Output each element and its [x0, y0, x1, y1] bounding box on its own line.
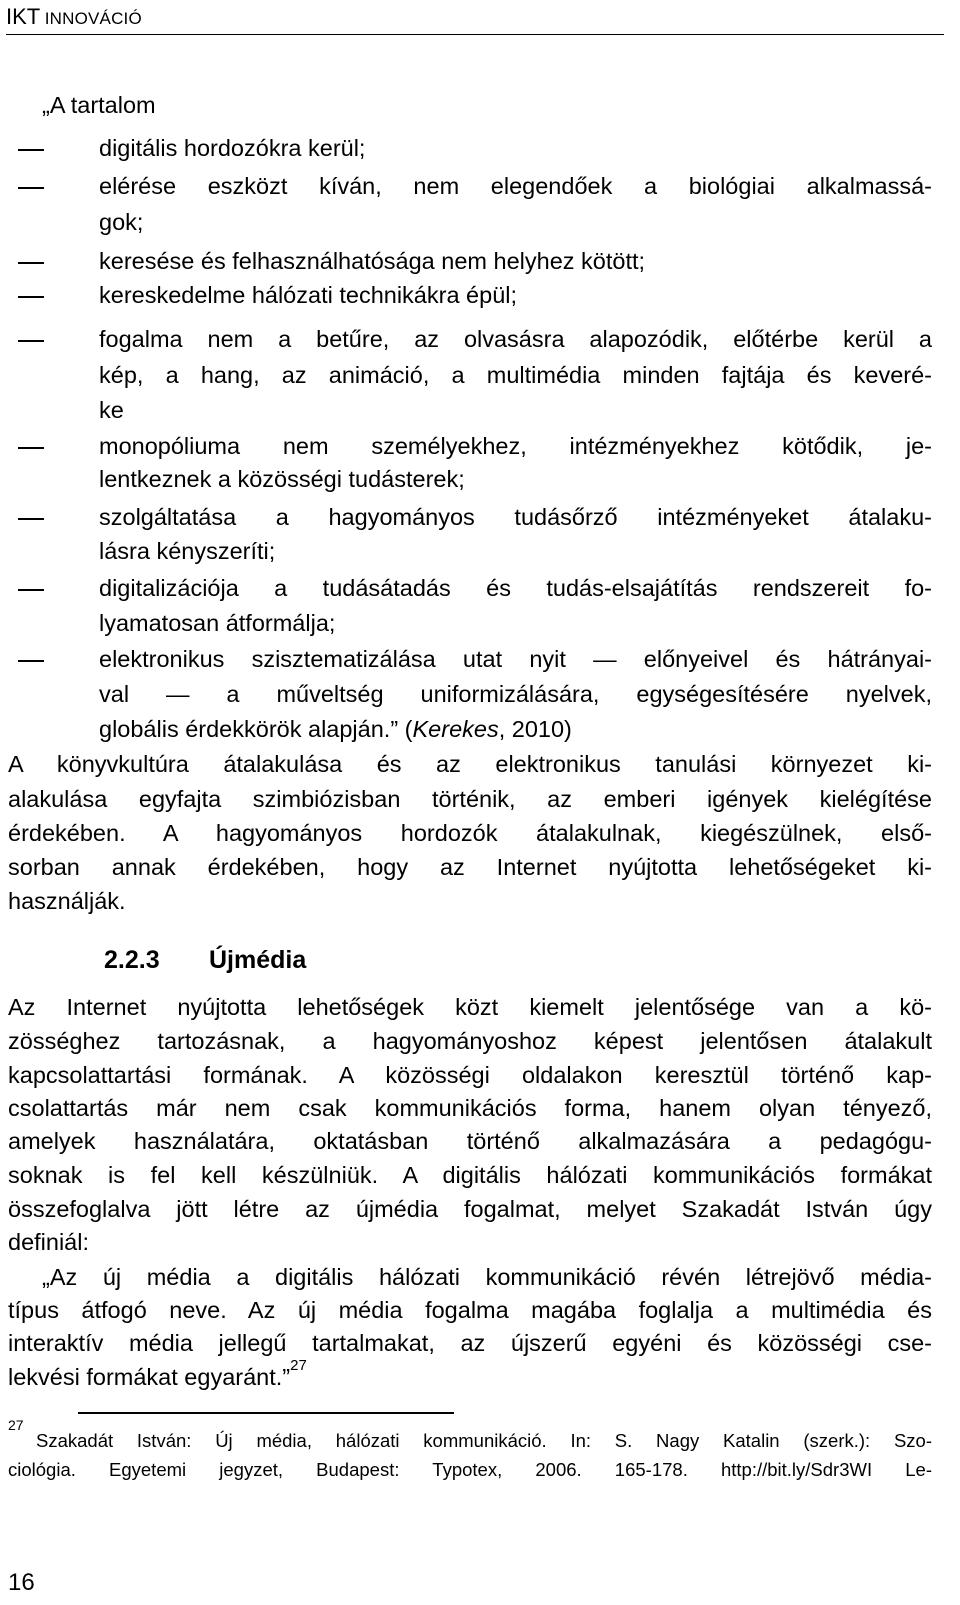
quote-end-text: lekvési formákat egyaránt.” [8, 1364, 291, 1390]
list-item: elérése eszközt kíván, nem elegendőek a biológiai alkalmassá- [99, 173, 932, 199]
paragraph-line: Az Internet nyújtotta lehetőségek közt kiemelt jelentősége van a kö- [8, 994, 932, 1020]
list-item: monopóliuma nem személyekhez, intézményekhez kötődik, je- [99, 433, 932, 459]
paragraph-line: csolattartás már nem csak kommunikációs forma, hanem olyan tényező, [8, 1095, 932, 1121]
quote-line: „Az új média a digitális hálózati kommunikáció révén létrejövő média- [42, 1264, 932, 1290]
list-dash [18, 340, 44, 342]
list-dash [18, 589, 44, 591]
paragraph-line: soknak is fel kell készülniük. A digitális hálózati kommunikációs formákat [8, 1162, 932, 1188]
header-ikt: IKT [6, 4, 41, 29]
paragraph-line: kapcsolattartási formának. A közösségi oldalakon keresztül történő kap- [8, 1062, 932, 1088]
list-item-cont [99, 716, 572, 743]
footnote-number: 27 [8, 1417, 24, 1433]
paragraph-line: használják. [8, 888, 126, 914]
list-item-cont: val ― a műveltség uniformizálására, egységesítésére nyelvek, [99, 681, 932, 707]
citation-year: , 2010) [498, 716, 572, 742]
quote-line: típus átfogó neve. Az új média fogalma magába foglalja a multimédia és [8, 1297, 932, 1323]
page-number: 16 [8, 1569, 35, 1596]
list-item: elektronikus szisztematizálása utat nyit ― előnyeivel és hátrányai- [99, 646, 932, 672]
section-number: 2.2.3 [104, 946, 160, 974]
paragraph-line: alakulása egyfajta szimbiózisban történik, az emberi igények kielégítése [8, 786, 932, 812]
footnote-ref: 27 [290, 1357, 307, 1374]
list-dash [18, 149, 44, 151]
list-dash [18, 187, 44, 189]
citation-author: Kerekes [412, 716, 499, 742]
list-item-cont: gok; [99, 209, 144, 235]
list-item-cont: lásra kényszeríti; [99, 538, 276, 564]
list-item: szolgáltatása a hagyományos tudásőrző intézményeket átalaku- [99, 504, 932, 530]
list-item: digitalizációja a tudásátadás és tudás-elsajátítás rendszereit fo- [99, 575, 932, 601]
paragraph-line: összefoglalva jött létre az újmédia fogalmat, melyet Szakadát István úgy [8, 1196, 932, 1222]
quote-end-text: globális érdekkörök alapján.” ( [99, 716, 413, 742]
quote-intro: „A tartalom [42, 92, 156, 118]
list-dash [18, 660, 44, 662]
running-header [6, 0, 944, 35]
paragraph-line: sorban annak érdekében, hogy az Internet nyújtotta lehetőségeket ki- [8, 854, 932, 880]
footnote-line: ciológia. Egyetemi jegyzet, Budapest: Typotex, 2006. 165-178. http://bit.ly/Sdr3WI Le- [8, 1459, 932, 1480]
list-item: fogalma nem a betűre, az olvasásra alapozódik, előtérbe kerül a [99, 326, 932, 352]
list-dash [18, 296, 44, 298]
list-item-cont: lentkeznek a közösségi tudásterek; [99, 466, 465, 492]
section-title: Újmédia [209, 946, 307, 974]
paragraph-line: definiál: [8, 1229, 89, 1255]
list-item-cont: ke [99, 397, 124, 423]
quote-line [8, 1357, 307, 1391]
quote-line: interaktív média jellegű tartalmakat, az újszerű egyéni és közösségi cse- [8, 1330, 932, 1356]
list-item-cont: lyamatosan átformálja; [99, 610, 336, 636]
list-item: digitális hordozókra kerül; [99, 135, 366, 161]
footnote-line: Szakadát István: Új média, hálózati kommunikáció. In: S. Nagy Katalin (szerk.): Szo- [36, 1430, 932, 1451]
list-dash [18, 518, 44, 520]
list-item-cont: kép, a hang, az animáció, a multimédia minden fajtája és keveré- [99, 362, 932, 388]
list-item: kereskedelme hálózati technikákra épül; [99, 282, 518, 308]
header-innovacio: INNOVÁCIÓ [44, 9, 142, 28]
list-dash [18, 262, 44, 264]
paragraph-line: amelyek használatára, oktatásban történő alkalmazására a pedagógu- [8, 1128, 932, 1154]
paragraph-line: A könyvkultúra átalakulása és az elektronikus tanulási környezet ki- [8, 751, 932, 777]
paragraph-line: zösséghez tartozásnak, a hagyományoshoz képest jelentősen átalakult [8, 1028, 932, 1054]
list-dash [18, 447, 44, 449]
list-item: keresése és felhasználhatósága nem helyhez kötött; [99, 248, 646, 274]
paragraph-line: érdekében. A hagyományos hordozók átalakulnak, kiegészülnek, első- [8, 820, 932, 846]
footnote-separator [78, 1412, 454, 1414]
